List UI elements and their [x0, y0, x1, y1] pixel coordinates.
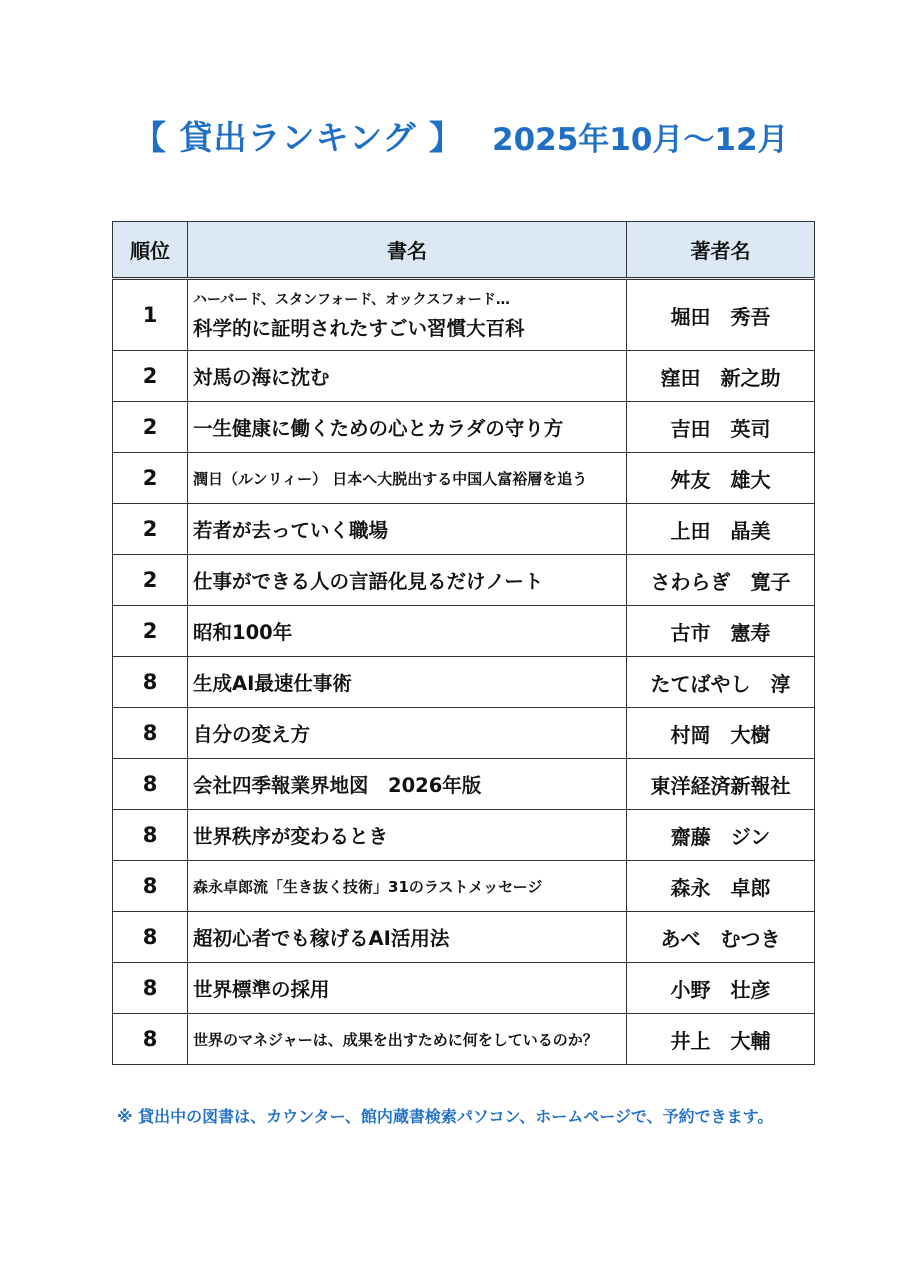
title-cell: 生成AI最速仕事術	[188, 657, 627, 708]
table-row	[113, 912, 815, 963]
author-cell: 村岡 大樹	[627, 708, 815, 759]
table-row	[113, 759, 815, 810]
author-cell: 齋藤 ジン	[627, 810, 815, 861]
title-cell: 会社四季報業界地図 2026年版	[188, 759, 627, 810]
rank-cell: 8	[113, 708, 188, 759]
reservation-note: ※ 貸出中の図書は、カウンター、館内蔵書検索パソコン、ホームページで、予約できます。	[117, 1107, 774, 1126]
table-row	[113, 504, 815, 555]
rank-cell: 1	[113, 279, 188, 351]
table-row	[113, 402, 815, 453]
title-cell: 世界のマネジャーは、成果を出すために何をしているのか？	[188, 1014, 627, 1065]
rank-cell: 8	[113, 1014, 188, 1065]
table-header-row	[113, 222, 815, 279]
title-cell: 対馬の海に沈む	[188, 351, 627, 402]
author-cell: 小野 壮彦	[627, 963, 815, 1014]
title-cell: 一生健康に働くための心とカラダの守り方	[188, 402, 627, 453]
page-title: 【 貸出ランキング 】	[133, 118, 463, 157]
title-cell: 超初心者でも稼げるAI活用法	[188, 912, 627, 963]
title-cell: 昭和100年	[188, 606, 627, 657]
rank-cell: 2	[113, 453, 188, 504]
rank-cell: 8	[113, 963, 188, 1014]
author-cell: 上田 晶美	[627, 504, 815, 555]
author-cell: 堀田 秀吾	[627, 279, 815, 351]
rank-cell: 8	[113, 759, 188, 810]
author-cell: さわらぎ 寛子	[627, 555, 815, 606]
table-row	[113, 453, 815, 504]
rank-cell: 2	[113, 402, 188, 453]
author-cell: 吉田 英司	[627, 402, 815, 453]
table-row	[113, 1014, 815, 1065]
author-cell: 東洋経済新報社	[627, 759, 815, 810]
table-row	[113, 708, 815, 759]
table-row	[113, 810, 815, 861]
book-subtitle: ハーバード、スタンフォード、オックスフォード…	[193, 292, 510, 308]
page-header	[0, 112, 905, 162]
title-cell: 若者が去っていく職場	[188, 504, 627, 555]
rank-cell: 8	[113, 810, 188, 861]
title-cell: 自分の変え方	[188, 708, 627, 759]
rank-cell: 8	[113, 912, 188, 963]
author-cell: あべ むつき	[627, 912, 815, 963]
table-row	[113, 351, 815, 402]
rank-cell: 8	[113, 657, 188, 708]
title-cell: 世界秩序が変わるとき	[188, 810, 627, 861]
book-title: 科学的に証明されたすごい習慣大百科	[193, 317, 525, 340]
table-row	[113, 279, 815, 351]
rank-cell: 2	[113, 606, 188, 657]
table-row	[113, 963, 815, 1014]
table-row	[113, 555, 815, 606]
author-cell: 窪田 新之助	[627, 351, 815, 402]
author-cell: 井上 大輔	[627, 1014, 815, 1065]
rank-cell: 8	[113, 861, 188, 912]
column-header-rank: 順位	[113, 222, 188, 279]
title-cell: 仕事ができる人の言語化見るだけノート	[188, 555, 627, 606]
table-row	[113, 606, 815, 657]
title-cell: 潤日（ルンリィー） 日本へ大脱出する中国人富裕層を追う	[188, 453, 627, 504]
rank-cell: 2	[113, 555, 188, 606]
author-cell: たてばやし 淳	[627, 657, 815, 708]
ranking-table	[112, 221, 815, 1065]
ranking-period: 2025年10月～12月	[492, 122, 789, 158]
column-header-title: 書名	[188, 222, 627, 279]
rank-cell: 2	[113, 504, 188, 555]
title-cell: 世界標準の採用	[188, 963, 627, 1014]
table-row	[113, 657, 815, 708]
title-cell	[188, 279, 627, 351]
author-cell: 森永 卓郎	[627, 861, 815, 912]
title-cell: 森永卓郎流「生き抜く技術」31のラストメッセージ	[188, 861, 627, 912]
table-row	[113, 861, 815, 912]
column-header-author: 著者名	[627, 222, 815, 279]
author-cell: 舛友 雄大	[627, 453, 815, 504]
author-cell: 古市 憲寿	[627, 606, 815, 657]
rank-cell: 2	[113, 351, 188, 402]
